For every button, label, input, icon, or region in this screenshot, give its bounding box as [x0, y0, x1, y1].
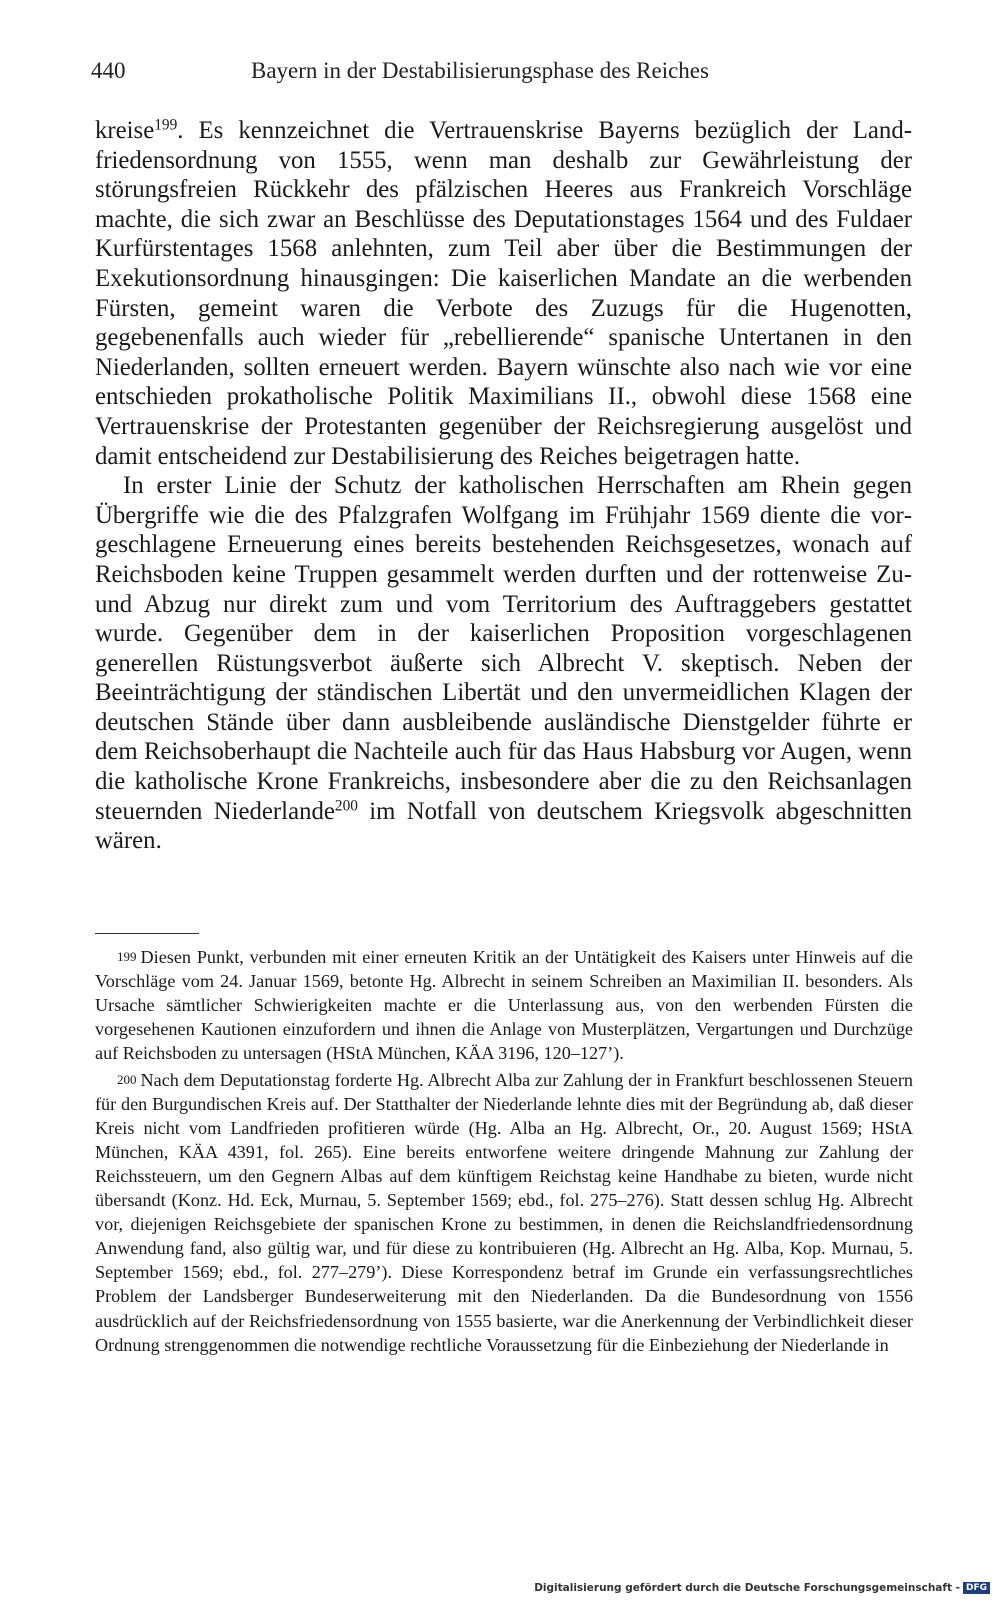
running-title: Bayern in der Destabilisierungsphase des Reiches: [251, 58, 709, 83]
footnote-text: Diesen Punkt, verbunden mit einer erneuten Kritik an der Untätigkeit des Kaisers unter Hinweis auf die Vorschläge vom 24. Januar 1569, betonte Hg. Albrecht in seinem Schreiben an Maximilian II. besonders. Als Ursache sämtlicher Schwierigkeiten machte er die Unterlassung aus, von den werbenden Fürsten die vorgesehenen Kautionen einzufordern und ihnen die Anlage von Musterplätzen, Vergartungen und Durchzüge auf Reichsboden zu untersagen (HStA München, KÄA 3196, 120–127’).: [95, 947, 913, 1064]
footnote-number: 199: [117, 949, 137, 965]
footnote-reference: 199: [154, 116, 178, 134]
paragraph: [95, 116, 912, 471]
text-segment: im Notfall von deutschem Kriegsvolk abgeschnitten wären.: [95, 797, 912, 855]
page-number: 440: [91, 58, 126, 83]
text-segment: . Es kennzeichnet die Vertrauenskrise Bayerns bezüglich der Landfriedensordnung von 1555, wenn man deshalb zur Gewährleistung der störungsfreien Rückkehr des pfälzischen Heeres aus Frankreich Vorschläge machte, die sich zwar an Beschlüsse des Deputationstages 1564 und des Fuldaer Kurfürstentages 1568 anlehnten, zum Teil aber über die Bestimmungen der Exekutionsordnung hinausgingen: Die kaiserlichen Mandate an die werbenden Fürsten, gemeint waren die Verbote des Zuzugs für die Hugenotten, gegebenenfalls auch wieder für „rebellierende“ spanische Untertanen in den Niederlanden, sollten erneuert werden. Bayern wünschte also nach wie vor eine entschieden prokatholische Politik Maximilians II., obwohl diese 1568 eine Vertrauenskrise der Protestanten gegenüber der Reichsregierung ausgelöst und damit entscheidend zur Destabilisierung des Reiches beigetragen hatte.: [95, 117, 912, 470]
page-header: [91, 56, 921, 86]
footnote-text: Nach dem Deputationstag forderte Hg. Albrecht Alba zur Zahlung der in Frankfurt beschlossenen Steuern für den Burgundischen Kreis auf. Der Statthalter der Niederlande lehnte dies mit der Begründung ab, daß dieser Kreis nicht vom Landfrieden profitieren würde (Hg. Alba an Hg. Albrecht, Or., 20. August 1569; HStA München, KÄA 4391, fol. 265). Eine bereits entworfene weitere dringende Mahnung zur Zahlung der Reichssteuern, um den Gegnern Albas auf dem künftigem Reichstag keine Handhabe zu bieten, wurde nicht übersandt (Konz. Hd. Eck, Murnau, 5. September 1569; ebd., fol. 275–276). Statt dessen schlug Hg. Albrecht vor, diejenigen Reichsgebiete der spanischen Krone zu bestimmen, in denen die Reichslandfriedensordnung Anwendung fand, also gültig war, und für diese zu kontribuieren (Hg. Albrecht an Hg. Alba, Kop. Murnau, 5. September 1569; ebd., fol. 277–279’). Diese Korrespondenz betraf im Grunde ein verfassungsrechtliches Problem der Landsberger Bundeserweiterung mit den Niederlanden. Da die Bundesordnung von 1556 ausdrücklich auf der Reichsfriedensordnung von 1555 basierte, war die Anerkennung der Verbindlichkeit dieser Ordnung strenggenommen die notwendige rechtliche Voraussetzung für die Einbeziehung der Niederlande in: [95, 1069, 913, 1355]
footnote: [95, 945, 913, 1066]
text-segment: kreise: [95, 117, 155, 144]
footnotes: [95, 945, 913, 1359]
footnote-separator: [95, 933, 199, 934]
footnote-number: 200: [117, 1071, 137, 1087]
paragraph: [95, 471, 912, 856]
text-segment: In erster Linie der Schutz der katholischen Herrschaften am Rhein gegen Übergriffe wie die des Pfalzgrafen Wolfgang im Frühjahr 1569 diente die vorgeschlagene Erneuerung eines bereits bestehenden Reichsgesetzes, wonach auf Reichsboden keine Truppen gesammelt werden durften und der rottenweise Zu- und Abzug nur direkt zum und vom Territorium des Auftraggebers gestattet wurde. Gegenüber dem in der kaiserlichen Proposition vorgeschlagenen generellen Rüstungsverbot äußerte sich Albrecht V. skeptisch. Neben der Beeinträchtigung der ständischen Libertät und den unvermeidlichen Klagen der deutschen Stände über dann ausbleibende ausländische Dienstgelder führte er dem Reichsoberhaupt die Nachteile auch für das Haus Habsburg vor Augen, wenn die katholische Krone Frankreichs, insbesondere aber die zu den Reichsanlagen steuernden Niederlande: [95, 472, 912, 825]
digitization-text: Digitalisierung gefördert durch die Deutsche Forschungsgemeinschaft -: [534, 1582, 960, 1594]
dfg-logo: DFG: [963, 1582, 990, 1594]
digitization-credit: [534, 1582, 990, 1594]
main-text: [95, 116, 912, 856]
footnote: [95, 1068, 913, 1357]
footnote-reference: 200: [334, 797, 358, 815]
